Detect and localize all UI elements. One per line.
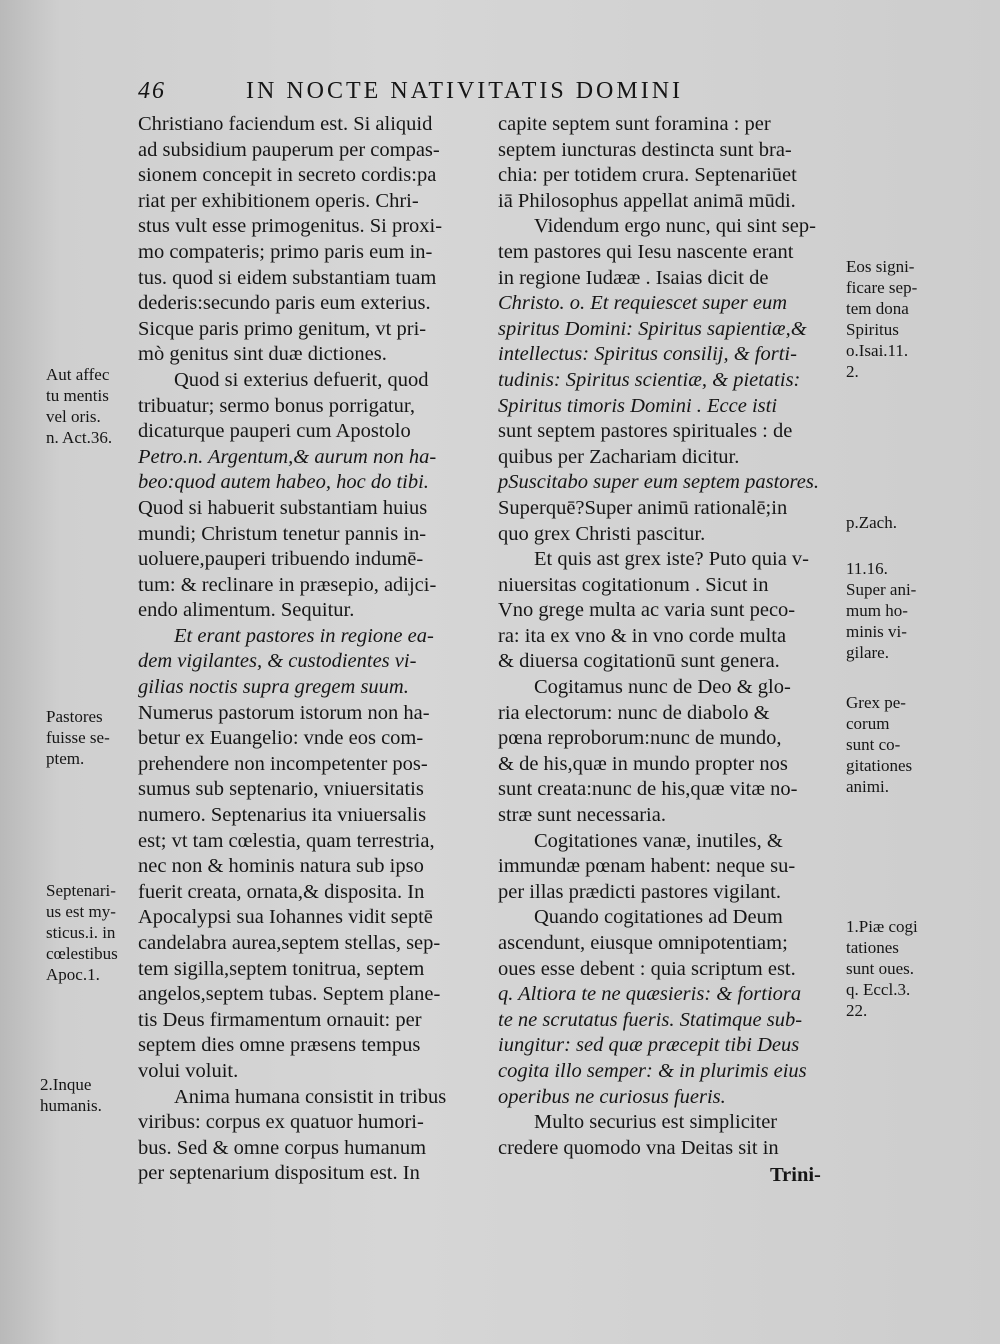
margin-note-line: Septenari- [46,881,116,900]
text-line: Anima humana consistit in tribus [174,1085,447,1108]
text-line: mo compateris; primo paris eum in- [138,240,433,263]
text-line: stræ sunt necessaria. [498,804,666,827]
text-line: ra: ita ex vno & in vno corde multa [498,624,787,647]
text-line: endo alimentum. Sequitur. [138,599,355,622]
text-line: nec non & hominis natura sub ipso [138,855,424,878]
text-line: pœna reproborum:nunc de mundo, [498,727,782,750]
text-line: riat per exhibitionem operis. Chri- [138,189,419,212]
text-line: dederis:secundo paris eum exterius. [138,292,431,315]
margin-note-line: n. Act.36. [46,428,113,447]
margin-note-right-5 [846,916,918,1021]
margin-note-left-3 [46,880,118,985]
text-line: ascendunt, eiusque omnipotentiam; [498,932,788,954]
text-line: per septenarium dispositum est. In [138,1162,420,1185]
text-line: angelos,septem tubas. Septem plane- [138,983,441,1006]
margin-note-line: minis vi- [846,622,907,641]
margin-note-line: Apoc.1. [46,965,100,984]
text-line: & diuersa cogitationū sunt genera. [498,650,780,673]
text-line: in regione Iudææ . Isaias dicit de [498,266,769,289]
text-line: Quod si habuerit substantiam huius [138,496,428,519]
text-line: dicaturque pauperi cum Apostolo [138,420,411,443]
text-line: prehendere non incompetenter pos- [138,752,428,775]
text-line: Numerus pastorum istorum non ha- [138,701,430,724]
catchword: Trini- [770,1164,821,1186]
margin-note-line: ficare sep- [846,278,918,297]
text-line: septem dies omne præsens tempus [138,1034,421,1057]
right-text-column [498,112,844,1161]
margin-note-line: Super ani- [846,580,917,599]
text-line: te ne scrutatus fueris. Statimque sub- [498,1008,803,1031]
text-line: viribus: corpus ex quatuor humori- [138,1111,424,1134]
text-line: candelabra aurea,septem stellas, sep- [138,932,441,954]
margin-note-line: 2.Inque [40,1075,92,1094]
text-line: capite septem sunt foramina : per [498,113,771,135]
text-line: operibus ne curiosus fueris. [498,1085,726,1108]
text-line: chia: per totidem crura. Septenariūet [498,164,797,187]
margin-note-line: Eos signi- [846,257,915,276]
text-line: sumus sub septenario, vniuersitatis [138,778,424,801]
text-line: Cogitamus nunc de Deo & glo- [534,676,791,699]
text-line: est; vt tam cœlestia, quam terrestria, [138,829,435,852]
margin-note-line: tu mentis [46,386,109,405]
text-line: tem pastores qui Iesu nascente erant [498,240,794,263]
page-header [138,78,858,110]
text-line: spiritus Domini: Spiritus sapientiæ,& [498,317,807,340]
running-title: IN NOCTE NATIVITATIS DOMINI [246,78,684,104]
margin-note-line: 1.Piæ cogi [846,917,918,936]
margin-note-right-1 [846,256,917,382]
margin-note-line: cœlestibus [46,944,118,963]
text-line: tem sigilla,septem tonitrua, septem [138,957,425,980]
margin-note-line: corum [846,714,890,733]
text-line: mò genitus sint duæ dictiones. [138,343,387,366]
text-line: oues esse debent : quia scriptum est. [498,957,796,980]
text-line: Sicque paris primo genitum, vt pri- [138,317,427,340]
margin-note-line: ptem. [46,749,85,768]
text-line: ria electorum: nunc de diabolo & [498,701,770,724]
text-line: Apocalypsi sua Iohannes vidit septē [138,906,433,929]
text-line: tum: & reclinare in præsepio, adijci- [138,573,437,596]
margin-note-right-4 [846,692,912,797]
text-line: betur ex Euangelio: vnde eos com- [138,727,424,750]
text-line: q. Altiora te ne quæsieris: & fortiora [498,983,802,1006]
margin-note-left-4 [40,1074,102,1116]
text-line: numero. Septenarius ita vniuersalis [138,804,427,827]
text-line: Quando cogitationes ad Deum [534,906,783,929]
text-line: Quod si exterius defuerit, quod [174,368,429,391]
text-line: ad subsidium pauperum per compas- [138,138,440,161]
margin-note-line: 11.16. [846,559,888,578]
text-line: tus. quod si eidem substantiam tuam [138,266,437,289]
text-line: Superquē?Super animū rationalē;in [498,496,788,519]
text-line: cogita illo semper: & in plurimis eius [498,1059,807,1082]
margin-note-right-2 [846,512,897,533]
text-line: Spiritus timoris Domini . Ecce isti [498,394,778,417]
margin-note-line: sunt co- [846,735,901,754]
text-line: tudinis: Spiritus scientiæ, & pietatis: [498,368,801,391]
text-line: dem vigilantes, & custodientes vi- [138,650,417,673]
text-line: Vno grege multa ac varia sunt peco- [498,599,796,622]
margin-note-line: vel oris. [46,407,101,426]
margin-note-line: 2. [846,362,859,381]
text-line: gilias noctis supra gregem suum. [138,676,409,699]
margin-note-line: Spiritus [846,320,899,339]
text-line: iā Philosophus appellat animā mūdi. [498,189,796,212]
text-line: tribuatur; sermo bonus porrigatur, [138,394,416,417]
text-line: intellectus: Spiritus consilij, & forti- [498,343,797,366]
text-line: Christo. o. Et requiescet super eum [498,292,788,315]
margin-note-line: o.Isai.11. [846,341,909,360]
text-line: sunt septem pastores spirituales : de [498,420,793,443]
margin-note-line: sunt oues. [846,959,914,978]
margin-note-line: Grex pe- [846,693,906,712]
margin-note-left-2 [46,706,110,769]
text-line: & de his,quæ in mundo propter nos [498,752,788,775]
text-line: bus. Sed & omne corpus humanum [138,1136,427,1159]
text-line: sunt creata:nunc de his,quæ vitæ no- [498,778,798,801]
text-line: sionem concepit in secreto cordis:pa [138,164,437,187]
margin-note-line: sticus.i. in [46,923,116,942]
text-line: Christiano faciendum est. Si aliquid [138,113,433,135]
text-line: uoluere,pauperi tribuendo indumē- [138,548,424,571]
margin-note-line: gitationes [846,756,913,775]
margin-note-right-3 [846,558,916,663]
margin-note-line: tationes [846,938,899,957]
text-line: mundi; Christum tenetur pannis in- [138,522,427,545]
text-line: quo grex Christi pascitur. [498,522,706,545]
text-line: quibus per Zachariam dicitur. [498,445,740,468]
margin-note-line: q. Eccl.3. [846,980,911,999]
text-line: Cogitationes vanæ, inutiles, & [534,829,783,852]
margin-note-line: us est my- [46,902,116,921]
margin-note-line: mum ho- [846,601,908,620]
margin-note-line: humanis. [40,1096,102,1115]
text-line: Petro.n. Argentum,& aurum non ha- [138,445,437,468]
text-line: niuersitas cogitationum . Sicut in [498,573,769,596]
margin-note-line: 22. [846,1001,868,1020]
text-line: pSuscitabo super eum septem pastores. [498,471,819,494]
margin-note-left-1 [46,364,112,448]
text-line: fuerit creata, ornata,& disposita. In [138,880,425,903]
left-text-column [138,112,486,1187]
text-line: volui voluit. [138,1059,239,1082]
text-line: beo:quod autem habeo, hoc do tibi. [138,471,429,494]
text-line: Multo securius est simpliciter [534,1111,778,1134]
text-line: septem iuncturas destincta sunt bra- [498,138,792,161]
text-line: Videndum ergo nunc, qui sint sep- [534,215,816,238]
margin-note-line: gilare. [846,643,889,662]
text-line: Et erant pastores in regione ea- [174,624,434,647]
text-line: per illas prædicti pastores vigilant. [498,880,781,903]
text-line: Et quis ast grex iste? Puto quia v- [534,548,809,571]
margin-note-line: Pastores [46,707,103,726]
text-line: immundæ pœnam habent: neque su- [498,855,796,878]
text-line: credere quomodo vna Deitas sit in [498,1136,779,1159]
text-line: stus vult esse primogenitus. Si proxi- [138,215,443,238]
text-line: tis Deus firmamentum ornauit: per [138,1008,422,1031]
page-number: 46 [138,78,166,104]
margin-note-line: fuisse se- [46,728,110,747]
text-line: iungitur: sed quæ præcepit tibi Deus [498,1034,800,1057]
margin-note-line: animi. [846,777,889,796]
margin-note-line: Aut affec [46,365,110,384]
margin-note-line: tem dona [846,299,909,318]
margin-note-line: p.Zach. [846,513,897,532]
